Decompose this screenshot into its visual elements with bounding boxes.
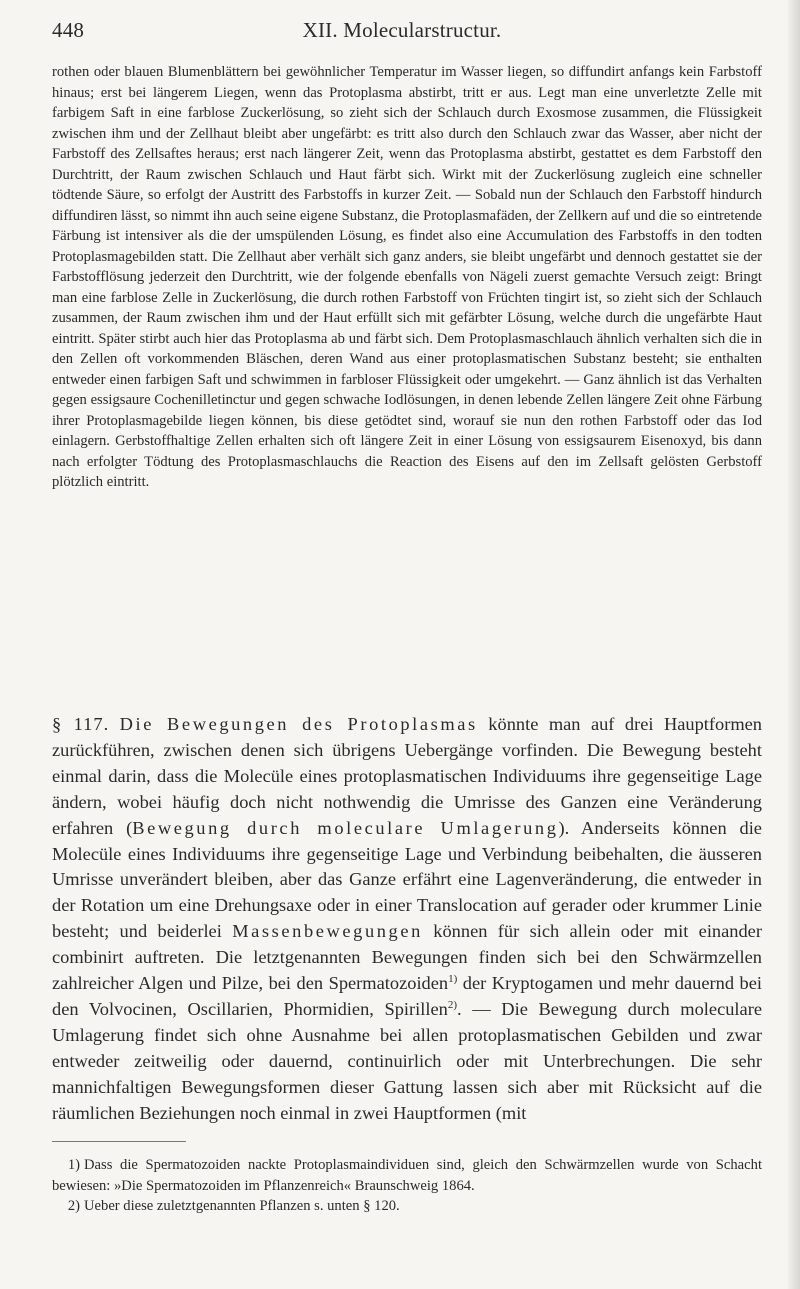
section-text-2: ). Anderseits können die Molecüle eines Individuums ihre gegenseitige Lage und Verbindung beibehalten, die äusseren Umrisse unverändert bleiben, aber das Ganze erfährt eine Lagenveränderung, die entweder in der Rotation um eine Drehungsaxe oder in einer Translocation auf gerader oder krummer Linie besteht; und beiderlei — [52, 817, 762, 942]
footnote-1-number: 1) — [67, 1157, 80, 1173]
section-117 — [52, 712, 762, 1127]
section-number: § 117. — [52, 714, 110, 734]
section-text-5: . — Die Bewegung durch moleculare Umlagerung findet sich ohne Ausnahme bei allen protoplasmatischen Gebilden und zwar entweder zeitweilig oder dauernd, continuirlich oder mit Unterbrechungen. Die sehr mannichfaltigen Bewegungsformen dieser Gattung lassen sich aber mit Rücksicht auf die räumlichen Beziehungen noch einmal in zwei Hauptformen (mit — [52, 998, 762, 1123]
footnote-ref-2: 2) — [447, 998, 458, 1011]
section-text-1: könnte man auf drei Hauptformen zurückführen, zwischen denen sich übrigens Uebergänge vorfinden. Die Bewegung besteht einmal darin, dass die Molecüle eines protoplasmatischen Individuums ihre gegenseitige Lage ändern, wobei häufig doch nicht nothwendig die Umrisse des Ganzen eine Veränderung erfahren ( — [52, 714, 762, 838]
footnote-ref-1: 1) — [448, 972, 458, 985]
page-number: 448 — [52, 18, 85, 42]
small-print-paragraph — [52, 62, 762, 493]
footnote-1 — [52, 1155, 762, 1196]
footnote-2-number: 2) — [67, 1198, 80, 1214]
footnote-2 — [52, 1196, 762, 1217]
small-print-text: rothen oder blauen Blumenblättern bei gewöhnlicher Temperatur im Wasser liegen, so diffundirt anfangs kein Farbstoff hinaus; erst bei längerem Liegen, wenn das Protoplasma abstirbt, tritt er aus. Legt man eine unverletzte Zelle mit farbigem Saft in eine farblose Zuckerlösung, so zieht sich der Schlauch durch Exosmose zusammen, die Flüssigkeit zwischen ihm und der Zellhaut bleibt aber ungefärbt: es tritt also durch den Schlauch zwar das Wasser, aber nicht der Farbstoff des Zellsaftes heraus; erst nach längerer Zeit, wenn das Protoplasma abstirbt, gestattet es dem Farbstoff den Durchtritt, der Raum zwischen Schlauch und Haut färbt sich. Wirkt mit der Zuckerlösung zugleich eine schneller tödtende Säure, so erfolgt der Austritt des Farbstoffs in kurzer Zeit. — Sobald nun der Schlauch den Farbstoff hindurch diffundiren lässt, so nimmt ihn auch seine eigene Substanz, die Protoplasmafäden, der Zellkern auf und die so eintretende Färbung ist intensiver als die der umspülenden Lösung, es findet also eine Accumulation des Farbstoffs in den todten Protoplasmagebilden statt. Die Zellhaut aber verhält sich ganz anders, sie bleibt ungefärbt und dennoch gestattet sie der Farbstofflösung jederzeit den Durchtritt, wie der folgende ebenfalls von Nägeli zuerst gemachte Versuch zeigt: Bringt man eine farblose Zelle in Zuckerlösung, die durch rothen Farbstoff von Früchten tingirt ist, so zieht sich der Schlauch zusammen, der Raum zwischen ihm und der Haut erfüllt sich mit gefärbter Lösung, welche durch die ungefärbte Haut eintritt. Später stirbt auch hier das Protoplasma ab und färbt sich. Dem Protoplasmaschlauch ähnlich verhalten sich die in den Zellen oft vorkommenden Bläschen, deren Wand aus einer protoplasmatischen Substanz besteht; sie enthalten entweder einen farbigen Saft und schwimmen in farbloser Flüssigkeit oder umgekehrt. — Ganz ähnlich ist das Verhalten gegen essigsaure Cochenilletinctur und gegen schwache Iodlösungen, in denen lebende Zellen längere Zeit ohne Färbung ihrer Protoplasmagebilde liegen können, bis diese getödtet sind, worauf sie nun den rothen Farbstoff oder das Iod einlagern. Gerbstoffhaltige Zellen erhalten sich oft längere Zeit in einer Lösung von essigsaurem Eisenoxyd, bis dann nach erfolgter Tödtung des Protoplasmaschlauchs die Reaction des Eisens auf den im Zellsaft gelösten Gerbstoff plötzlich eintritt. — [52, 64, 762, 490]
running-head: XII. Molecularstructur. — [302, 18, 502, 42]
page-header — [52, 18, 752, 46]
section-paragraph — [52, 712, 762, 1127]
section-text-3: können für sich allein oder mit einander combinirt auftreten. Die letztgenannten Bewegungen finden sich bei den Schwärmzellen zahlreicher Algen und Pilze, bei den Spermatozoiden — [52, 921, 762, 994]
term-mass-movements: Massenbewegungen — [232, 921, 423, 942]
term-molecular-rearrangement: Bewegung durch moleculare Umlagerung — [132, 817, 559, 838]
footnote-2-text: Ueber diese zuletztgenannten Pflanzen s. unten § 120. — [84, 1198, 400, 1214]
footnote-rule — [52, 1141, 186, 1142]
footnote-1-text: Dass die Spermatozoiden nackte Protoplasmaindividuen sind, gleich den Schwärmzellen wurde von Schacht bewiesen: »Die Spermatozoiden im Pflanzenreich« Braunschweig 1864. — [52, 1157, 762, 1194]
footnotes — [52, 1155, 762, 1217]
page-edge-shadow — [786, 0, 800, 1289]
section-text-4: der Kryptogamen und mehr dauernd bei den Volvocinen, Oscillarien, Phormidien, Spirillen — [52, 973, 762, 1019]
section-heading: Die Bewegungen des Protoplasmas — [119, 714, 478, 734]
